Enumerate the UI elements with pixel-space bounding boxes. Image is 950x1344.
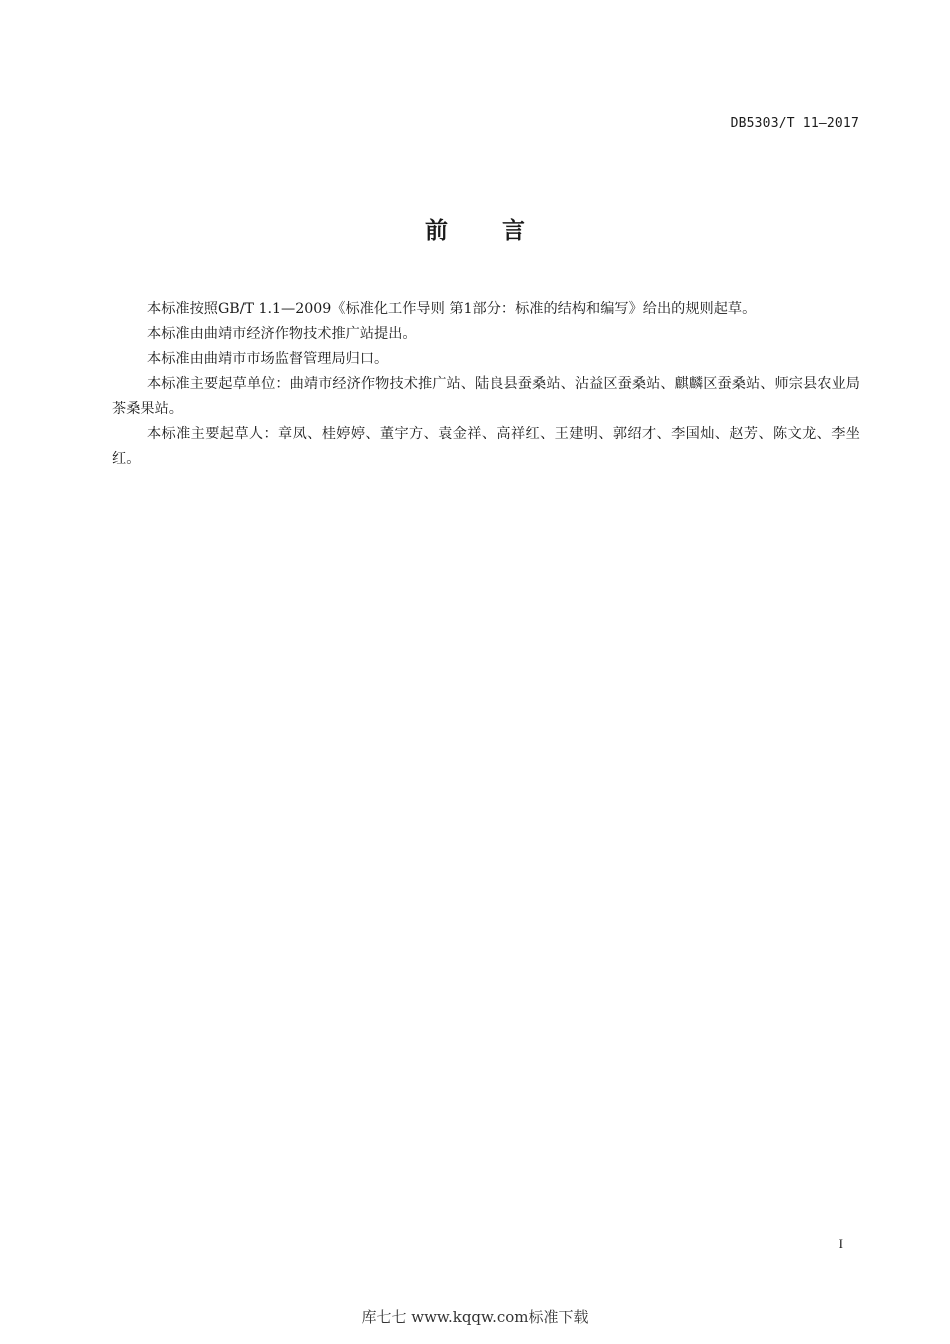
watermark-text: 库七七 www.kqqw.com标准下载	[361, 1308, 589, 1326]
page-title	[0, 212, 950, 245]
paragraph-drafting-units: 本标准主要起草单位：曲靖市经济作物技术推广站、陆良县蚕桑站、沾益区蚕桑站、麒麟区蚕桑站、师宗县农业局茶桑果站。	[112, 376, 860, 417]
title-char-1: 前	[425, 218, 448, 244]
paragraph-proposer: 本标准由曲靖市经济作物技术推广站提出。	[147, 326, 417, 342]
foreword-body	[112, 297, 860, 472]
standard-code: DB5303/T 11—2017	[730, 116, 859, 131]
title-char-2: 言	[502, 218, 525, 244]
paragraph-administrator: 本标准由曲靖市市场监督管理局归口。	[147, 351, 389, 367]
paragraph-drafters: 本标准主要起草人：章凤、桂婷婷、董宇方、袁金祥、高祥红、王建明、郭绍才、李国灿、赵芳、陈文龙、李坐红。	[112, 426, 860, 467]
page-number: I	[838, 1236, 843, 1251]
paragraph-drafting-rules: 本标准按照GB/T 1.1—2009《标准化工作导则 第1部分：标准的结构和编写》给出的规则起草。	[147, 301, 757, 317]
